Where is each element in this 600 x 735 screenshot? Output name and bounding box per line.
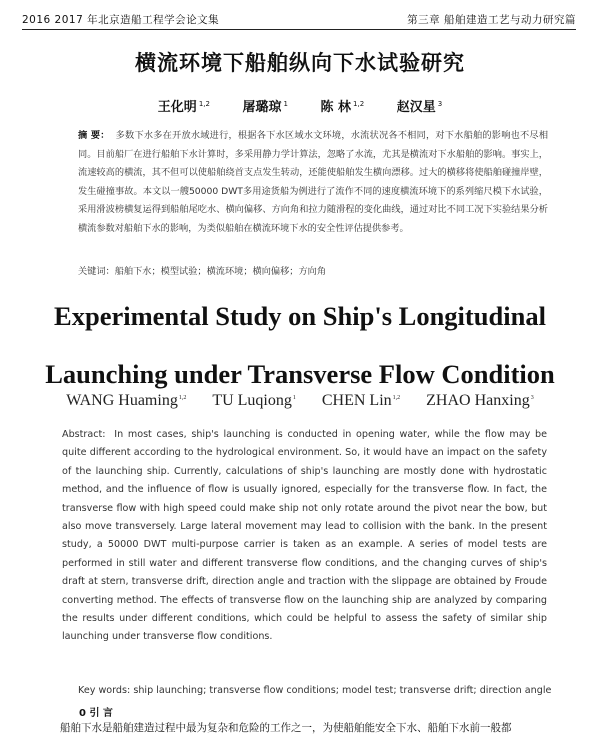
en-author: CHEN Lin$^{1,2}$ <box>321 392 401 409</box>
english-title-line: Experimental Study on Ship's Longitudinal <box>54 301 546 331</box>
body-text-line: 船舶下水是船舶建造过程中最为复杂和危险的工作之一，为使船舶能安全下水、船舶下水前一般都 <box>60 722 512 734</box>
cn-author: 陈 林 $^{1,2}$ <box>320 99 365 115</box>
chinese-title: 横流环境下船舶纵向下水试验研究 <box>135 51 465 75</box>
cn-keywords-text: 船舶下水；模型试验；横流环境；横向偏移；方向角 <box>114 266 327 277</box>
en-abstract-label: Abstract: <box>62 429 106 440</box>
en-abstract-text: In most cases, ship's launching is conducted in opening water, while the flow may be quite different according to the hydrological environment. So, it would have an impact on the safety of the launching ship. Currently, calculations of ship's launching are mostly done with hydrostatic method, and the influence of flow is usually ignored, especially for the transverse flow. In fact, the transverse flow with high speed could make ship not only rotate around the pivot near the bow, but also move transversely. Large lateral movement may lead to collision with the bank. In the present study, a 50000 DWT multi-purpose carrier is taken as an example. A series of model tests are performed in still water and different transverse flow conditions, and the changing curves of ship's draft at stern, transverse drift, direction angle and traction with the slippage are obtained by Froude converting method. The effects of transverse flow on the launching ship are analyzed by comparing the results under different conditions, which could be helpful to assess the safety of similar ship launching under transverse flow conditions. <box>62 429 547 643</box>
english-abstract <box>62 426 547 647</box>
cn-author: 屠璐琼 $^1$ <box>242 99 288 115</box>
en-keywords-text: ship launching; transverse flow conditions; model test; transverse drift; direction angle <box>133 685 552 696</box>
header-rule <box>22 29 576 30</box>
section-heading: 0 引 言 <box>79 708 113 719</box>
cn-keywords-label: 关键词： <box>78 266 115 277</box>
cn-author: 王化明 $^{1,2}$ <box>157 99 210 115</box>
header-proceedings: 2016 2017 年北京造船工程学会论文集 <box>22 14 220 26</box>
en-author: WANG Huaming$^{1,2}$ <box>66 392 187 409</box>
chinese-authors <box>0 96 600 115</box>
english-keywords <box>78 685 560 696</box>
english-title-line: Launching under Transverse Flow Condition <box>45 359 555 389</box>
header-chapter: 第三章 船舶建造工艺与动力研究篇 <box>407 14 576 26</box>
cn-author: 赵汉星 $^3$ <box>396 99 443 115</box>
english-authors <box>0 392 600 410</box>
cn-abstract-text: 多数下水多在开放水域进行，根据各下水区域水文环境，水流状况各不相同，对下水船舶的影响也不尽相同。目前船厂在进行船舶下水计算时，多采用静力学计算法，忽略了水流，尤其是横流对下水船舶的影响。事实上，流速较高的横流，其不但可以使船舶绕首支点发生转动，还能使船舶发生横向漂移。过大的横移将使船舶碰撞岸壁，发生碰撞事故。本文以一艘50000 DWT多用途货船为例进行了流作不同的速度横流环境下的系列缩尺模下水试验，采用滑波榜横复运得到船舶尾吃水、横向偏移、方向角和拉力随滑程的变化曲线，通过对比不同工况下实验结果分析横流参数对船舶下水的影响，为类似船舶在横流环境下水的安全性评估提供参考。 <box>78 130 549 234</box>
en-author: TU Luqiong$^1$ <box>212 392 296 409</box>
en-author: ZHAO Hanxing$^3$ <box>426 392 534 409</box>
chinese-abstract <box>78 127 548 239</box>
chinese-keywords <box>78 263 548 277</box>
en-keywords-label: Key words: <box>78 685 131 696</box>
english-title <box>0 292 600 398</box>
running-header <box>22 10 576 28</box>
cn-abstract-label: 摘 要： <box>78 130 110 141</box>
